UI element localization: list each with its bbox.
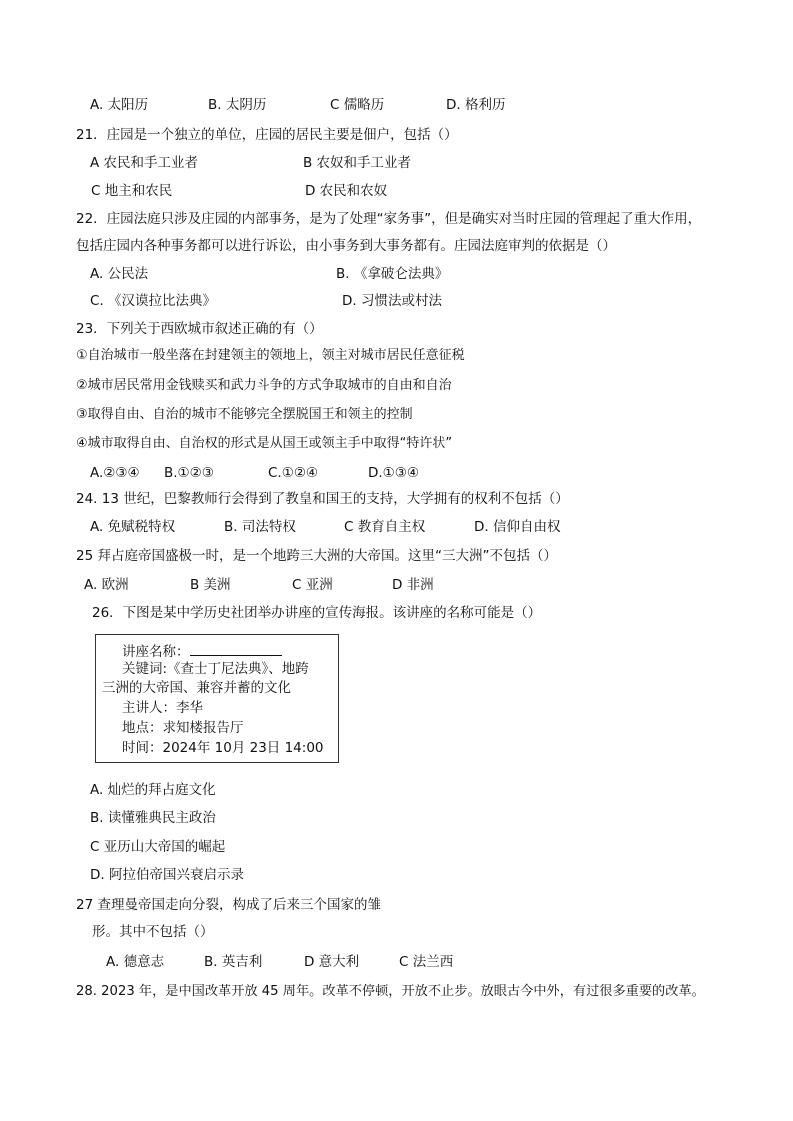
- q21-stem: 21．庄园是一个独立的单位，庄园的居民主要是佃户，包括（）: [76, 127, 458, 143]
- q23-option-c: C.①②④: [268, 465, 319, 481]
- q20-option-c: C 儒略历: [330, 97, 385, 113]
- poster-time: 时间：2024年 10月 23日 14:00: [122, 740, 324, 756]
- q22-option-b: B. 《拿破仑法典》: [336, 266, 449, 282]
- q22-option-a: A. 公民法: [90, 266, 149, 282]
- poster-keywords-cont: 三洲的大帝国、兼容并蓄的文化: [102, 680, 291, 696]
- poster-title-blank: [190, 641, 282, 656]
- q22-stem-line1: 22．庄园法庭只涉及庄园的内部事务，是为了处理“家务事”，但是确实对当时庄园的管理起了重大作用，: [76, 211, 702, 227]
- q26-option-c: C 亚历山大帝国的崛起: [90, 839, 226, 855]
- q21-option-a: A 农民和手工业者: [90, 155, 199, 171]
- q23-option-a: A.②③④: [90, 465, 140, 481]
- q20-option-b: B. 太阴历: [208, 97, 267, 113]
- q27-option-b: B. 英吉利: [204, 954, 263, 970]
- q22-option-c: C. 《汉谟拉比法典》: [90, 293, 217, 309]
- lecture-poster: [95, 634, 339, 763]
- poster-location: 地点：求知楼报告厅: [122, 720, 244, 736]
- q24-stem: 24. 13 世纪，巴黎教师行会得到了教皇和国王的支持，大学拥有的权利不包括（）: [76, 491, 569, 507]
- q23-option-d: D.①③④: [368, 465, 419, 481]
- q20-option-a: A. 太阳历: [90, 97, 149, 113]
- q25-option-a: A. 欧洲: [84, 577, 129, 593]
- q23-stem: 23．下列关于西欧城市叙述正确的有（）: [76, 321, 323, 337]
- q23-item-4: ④城市取得自由、自治权的形式是从国王或领主手中取得“特许状”: [76, 436, 453, 451]
- poster-title-label: 讲座名称：: [122, 644, 190, 660]
- q21-option-c: C 地主和农民: [91, 183, 173, 199]
- q27-option-c: C 法兰西: [399, 954, 454, 970]
- q21-option-d: D 农民和农奴: [305, 183, 388, 199]
- q26-option-a: A. 灿烂的拜占庭文化: [90, 782, 216, 798]
- q26-option-b: B. 读懂雅典民主政治: [90, 810, 216, 826]
- q24-option-a: A. 免赋税特权: [90, 519, 176, 535]
- q27-stem-line1: 27 查理曼帝国走向分裂，构成了后来三个国家的雏: [76, 897, 381, 913]
- q20-option-d: D. 格利历: [446, 97, 506, 113]
- q22-option-d: D. 习惯法或村法: [342, 293, 442, 309]
- q24-option-c: C 教育自主权: [344, 519, 426, 535]
- q28-stem: 28. 2023 年，是中国改革开放 45 周年。改革不停顿，开放不止步。放眼古今中外，有过很多重要的改革。: [76, 984, 705, 999]
- q27-stem-line2: 形。其中不包括（）: [92, 924, 214, 940]
- q26-stem: 26．下图是某中学历史社团举办讲座的宣传海报。该讲座的名称可能是（）: [92, 605, 542, 621]
- q21-option-b: B 农奴和手工业者: [303, 155, 412, 171]
- q27-option-d: D 意大利: [304, 954, 360, 970]
- q25-option-b: B 美洲: [190, 577, 231, 593]
- poster-keywords: 关键词:《查士丁尼法典》、地跨: [122, 661, 309, 677]
- q23-item-3: ③取得自由、自治的城市不能够完全摆脱国王和领主的控制: [76, 407, 413, 422]
- q23-item-1: ①自治城市一般坐落在封建领主的领地上，领主对城市居民任意征税: [76, 348, 465, 363]
- poster-title-row: [122, 641, 282, 661]
- q23-option-b: B.①②③: [164, 465, 214, 481]
- q24-option-b: B. 司法特权: [224, 519, 296, 535]
- q24-option-d: D. 信仰自由权: [474, 519, 561, 535]
- q26-option-d: D. 阿拉伯帝国兴衰启示录: [90, 867, 244, 883]
- q25-option-d: D 非洲: [392, 577, 434, 593]
- poster-speaker: 主讲人：李华: [122, 700, 203, 716]
- q25-option-c: C 亚洲: [292, 577, 333, 593]
- q23-item-2: ②城市居民常用金钱赎买和武力斗争的方式争取城市的自由和自治: [76, 378, 452, 393]
- q25-stem: 25 拜占庭帝国盛极一时，是一个地跨三大洲的大帝国。这里“三大洲”不包括（）: [76, 548, 557, 564]
- q27-option-a: A. 德意志: [106, 954, 165, 970]
- q22-stem-line2: 包括庄园内各种事务都可以进行诉讼，由小事务到大事务都有。庄园法庭审判的依据是（）: [76, 238, 616, 254]
